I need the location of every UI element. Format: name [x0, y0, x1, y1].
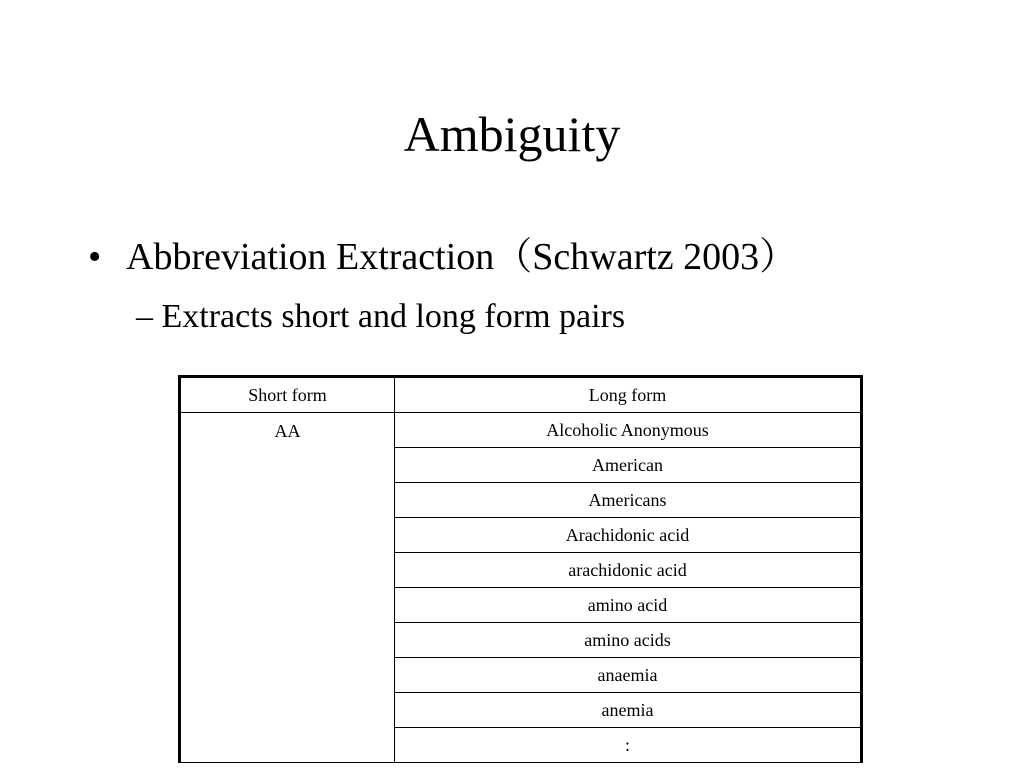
bullet-dot: • — [88, 236, 102, 278]
long-form-cell: amino acid — [395, 588, 862, 623]
table-header-row — [180, 377, 862, 413]
header-long-form: Long form — [395, 377, 862, 413]
long-form-cell: Arachidonic acid — [395, 518, 862, 553]
bullet-abbreviation-extraction — [88, 234, 797, 280]
table-row — [180, 413, 862, 448]
long-form-cell: anaemia — [395, 658, 862, 693]
long-form-cell: amino acids — [395, 623, 862, 658]
short-form-cell: AA — [180, 413, 395, 763]
sub-bullet-extracts-pairs: – Extracts short and long form pairs — [136, 298, 626, 335]
header-short-form: Short form — [180, 377, 395, 413]
long-form-cell: : — [395, 728, 862, 763]
long-form-cell: American — [395, 448, 862, 483]
long-form-cell: anemia — [395, 693, 862, 728]
long-form-cell: Americans — [395, 483, 862, 518]
slide-title: Ambiguity — [403, 106, 621, 162]
bullet-text: Abbreviation Extraction（Schwartz 2003） — [126, 236, 798, 278]
long-form-cell: Alcoholic Anonymous — [395, 413, 862, 448]
long-form-cell: arachidonic acid — [395, 553, 862, 588]
abbreviation-table — [178, 375, 863, 763]
